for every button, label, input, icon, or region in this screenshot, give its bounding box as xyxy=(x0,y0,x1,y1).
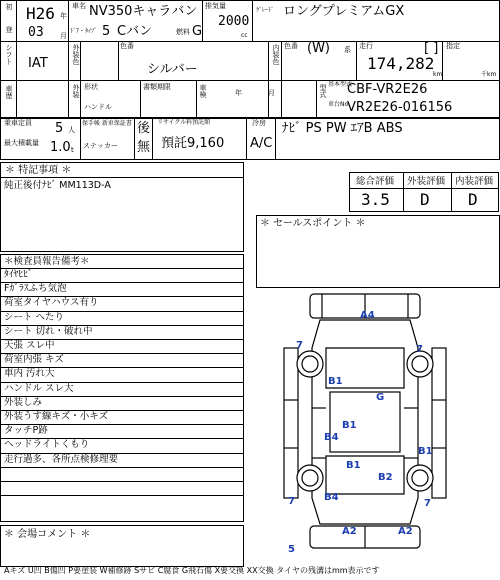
mileage-value: 174,282 xyxy=(367,54,435,73)
shift-label: シフト xyxy=(5,44,13,65)
damage-mark: B1 xyxy=(346,460,361,471)
load-value: 1.0 xyxy=(50,140,71,155)
grade-value: ロングプレミアムGX xyxy=(283,4,405,19)
handle-label: ハンドル xyxy=(84,103,112,111)
special-notes-text: 純正後付ﾅﾋﾞ MM113D-A xyxy=(4,180,111,191)
vehicle-history-label: 車歴 xyxy=(5,85,13,99)
mileage-unit: km xyxy=(433,71,443,78)
year-unit-2: 年 xyxy=(235,89,242,97)
capacity-unit: 人 xyxy=(68,126,75,134)
damage-mark: A2 xyxy=(342,526,357,537)
fixed-label: 指定 xyxy=(446,42,460,50)
year-unit: 年 xyxy=(60,12,67,20)
exterior-score-label: 外装評価 xyxy=(407,176,446,187)
ac-value: A/C xyxy=(250,136,273,151)
inspector-note-item: 外装しみ xyxy=(4,396,43,408)
interior-color-label: 色番 xyxy=(284,42,298,50)
overall-score-label: 総合評価 xyxy=(356,176,395,187)
inspector-note-item: シート 切れ・破れ中 xyxy=(4,325,93,337)
inspector-note-item: Fｶﾞﾗｽふち気泡 xyxy=(4,283,67,295)
doors-value: 5 xyxy=(102,24,111,39)
inspector-note-item: ﾀｲﾔﾋﾋﾞ xyxy=(4,269,33,280)
system-label: 系 xyxy=(344,46,351,54)
inspector-note-item: ハンドル スレ大 xyxy=(4,382,74,394)
first-reg-label: 初 xyxy=(5,3,13,10)
fuel-value: G xyxy=(192,24,203,39)
car-name: NV350キャラバン xyxy=(89,4,198,19)
legend-text: Aキズ U凹 B傷凹 P要塗装 W補修跡 Sサビ C腐食 G飛石傷 X要交換 XX交換 タイヤの残溝はmm表示です xyxy=(4,566,380,575)
exterior-score-value: D xyxy=(420,190,430,209)
displacement-unit: cc xyxy=(241,32,248,39)
displacement-value: 2000 xyxy=(218,14,250,29)
fuel-label: 燃料 xyxy=(176,28,190,36)
damage-mark: B4 xyxy=(324,492,339,503)
inspector-note-item: 外装うす線キズ・小キズ xyxy=(4,411,109,422)
overall-score-value: 3.5 xyxy=(361,190,390,209)
chassis-label: 車台No. xyxy=(328,101,350,108)
inspector-note-item: 荷室タイヤハウス有り xyxy=(4,297,99,309)
inspector-notes-title: ＊検査員報告備考＊ xyxy=(4,256,90,267)
interior-label: 内装色 xyxy=(272,44,280,65)
color-value: シルバー xyxy=(147,62,198,77)
month-value: 03 xyxy=(28,25,44,40)
inspector-note-item: ヘッドライトくもり xyxy=(4,439,90,451)
damage-mark: 7 xyxy=(288,496,295,507)
inspector-note-item: 車内 汚れ大 xyxy=(4,368,55,380)
kilo-unit: 千km xyxy=(481,71,497,78)
inspector-note-item: シート へたり xyxy=(4,311,65,323)
car-name-label: 車名 xyxy=(72,2,86,10)
sales-points-title: ＊ セールスポイント ＊ xyxy=(260,218,366,229)
equipment-value: ﾅﾋﾞ PS PW ｴｱB ABS xyxy=(282,121,403,136)
recycle-value: 預託9,160 xyxy=(161,136,225,151)
damage-mark: 7 xyxy=(416,344,423,355)
model-label: 型式 xyxy=(319,84,327,98)
month-unit-2: 月 xyxy=(268,89,275,97)
position-value: 後 xyxy=(137,121,151,136)
year-value: H26 xyxy=(26,4,55,23)
capacity-value: 5 xyxy=(55,121,64,136)
venue-comment-title: ＊ 会場コメント ＊ xyxy=(4,529,91,540)
mileage-bracket: [ ] xyxy=(424,41,439,56)
inspector-note-item: 天張 スレ中 xyxy=(4,340,55,351)
sticker-label: ステッカー xyxy=(83,142,118,150)
ac-label: 冷房 xyxy=(252,119,266,127)
interior-score-value: D xyxy=(468,190,478,209)
inspector-note-item: 荷室内張 キズ xyxy=(4,354,64,366)
damage-mark: G xyxy=(376,392,385,403)
base-model-label: 基本型式 xyxy=(328,81,353,88)
mileage-label: 走行 xyxy=(359,42,373,50)
damage-mark: B1 xyxy=(328,376,343,387)
manual-label: 保手帳 新車保証書 xyxy=(82,120,132,127)
body-type: Cバン xyxy=(117,24,153,39)
load-unit: t xyxy=(71,146,74,154)
damage-mark: 7 xyxy=(424,498,431,509)
damage-mark: B1 xyxy=(418,446,433,457)
damage-mark: B2 xyxy=(378,472,393,483)
reg-label: 登 xyxy=(5,26,13,33)
shape-label: 形状 xyxy=(84,83,98,91)
model-value: CBF-VR2E26 xyxy=(347,82,428,97)
month-unit: 月 xyxy=(60,32,67,40)
special-notes-title: ＊ 特記事項 ＊ xyxy=(5,165,72,176)
car-damage-diagram xyxy=(280,288,450,556)
exterior-label: 外装色 xyxy=(72,44,80,65)
recycle-label: リサイクル料預託額 xyxy=(157,119,211,126)
inspector-note-item: 走行過多、各所点検修理要 xyxy=(4,453,119,465)
chassis-value: VR2E26-016156 xyxy=(347,100,453,115)
car-inspection-label: 車検 xyxy=(199,84,207,98)
interior-color-value: (W) xyxy=(307,41,330,56)
sticker-value: 無 xyxy=(137,140,151,155)
interior-score-label: 内装評価 xyxy=(455,176,494,187)
damage-mark: A2 xyxy=(398,526,413,537)
damage-mark: A4 xyxy=(360,310,375,321)
displacement-label: 排気量 xyxy=(205,2,226,10)
damage-mark: B4 xyxy=(324,432,339,443)
outer-label: 外装 xyxy=(72,84,80,98)
grade-label: ｸﾞﾚｰﾄﾞ xyxy=(256,7,275,14)
color-label: 色番 xyxy=(120,42,134,50)
damage-mark: B1 xyxy=(342,420,357,431)
load-label: 最大積載量 xyxy=(4,139,39,147)
damage-mark: 5 xyxy=(288,544,295,555)
damage-mark: 7 xyxy=(296,340,303,351)
doors-label: ﾄﾞｱ・ﾀｲﾌﾟ xyxy=(70,28,98,35)
capacity-label: 乗車定員 xyxy=(4,119,32,127)
shift-value: IAT xyxy=(28,56,48,71)
inspector-note-item: タッチP跡 xyxy=(4,425,48,437)
doc-label: 書類期限 xyxy=(143,83,171,91)
